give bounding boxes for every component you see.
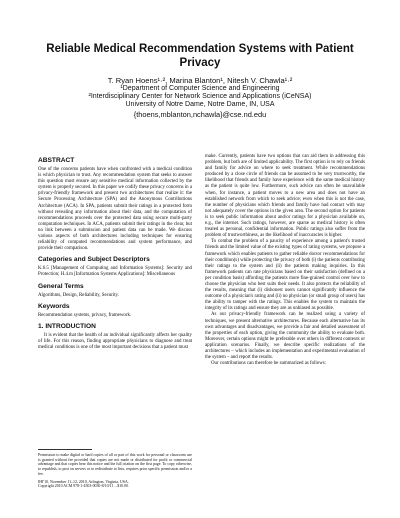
affiliation-1: ¹Department of Computer Science and Engineering [120, 85, 280, 92]
author-names: T. Ryan Hoens¹·², Marina Blanton¹, Nitesh V. Chawla¹·² [107, 76, 293, 85]
categories-text: K.6.5 [Management of Computing and Information Systems]: Security and Protection; H.4.m [Information Systems Applications]: Miscellaneous [38, 266, 192, 278]
right-paragraph-3: As our privacy-friendly framework can be realized using a variety of techniques, we present alternative architectures. Because each alternative has its own advantages and disadvantages, we provide a fair and detailed assessment of the properties of each option, giving the community the ability to evaluate both. Moreover, certain options might be preferable over others in different contexts or application scenarios. Finally, we describe specific realizations of the architectures – which includes an implementation and experimental evaluation of the system – and report the results. [205, 312, 365, 361]
keywords-text: Recommendation systems, privacy, framework. [38, 312, 132, 318]
affiliation-2: ²Interdisciplinary Center for Network Science and Applications (iCeNSA) [88, 93, 312, 101]
paper-title [40, 42, 360, 70]
permission-footnote [38, 449, 192, 489]
abstract-heading: ABSTRACT [38, 157, 75, 164]
right-paragraph-2: To combat the problem of a paucity of experience among a patient's trusted friends and the limited value of the existing types of rating systems, we propose a framework which enables patients to gather reliable doctor recommendations for their condition(s) while protecting the privacy of both (i) the patients contributing their ratings to the system and (ii) the patients making inquiries. In this framework patients can rate physicians based on their satisfaction (defined on a per condition basis) affording the patients more fine-grained control over how to choose the physician who best suits their needs. It also protects the reliability of the results, meaning that (i) dishonest users cannot significantly influence the outcome of a physician's rating and (ii) no physician (or small group of users) has the ability to tamper with the ratings. This enables the system to maintain the integrity of its ratings and ensure they are as unbiased as possible. [205, 239, 365, 312]
venue-text: IHI'10, November 11–12, 2010, Arlington, Virginia, USA. [38, 479, 129, 484]
author-block [40, 76, 360, 119]
abstract-text: One of the concerns patients have when confronted with a medical condition is which physician to trust. Any recommendation system that seeks to answer this question must ensure any sensitive medical information collected by the system is properly secured. In this paper we codify these privacy concerns in a privacy-friendly framework and present two architectures that realize it: the Secure Processing Architecture (SPA) and the Anonymous Contributions Architecture (ACA). In SPA, patients submit their ratings in a protected form without revealing any information about their data, and the computation of recommendations proceeds over the protected data using secure multi-party computation techniques. In ACA, patients submit their ratings in the clear, but no link between a submission and patient data can be made. We discuss various aspects of both architectures including techniques for ensuring reliability of computed recommendations and system performance, and provide their comparison. [38, 167, 192, 252]
keywords-heading: Keywords [38, 302, 70, 310]
title-line-2: Privacy [179, 57, 221, 69]
right-column [205, 154, 365, 367]
introduction-text: It is evident that the health of an individual significantly affects her quality of life. For this reason, finding appropriate physicians to diagnose and treat medical conditions is one of the most important decisions that a patient must [38, 332, 192, 350]
right-paragraph-4: Our contributions can therefore be summarized as follows: [211, 361, 327, 367]
right-paragraph-1: make. Currently, patients have two options that can aid them in addressing this problem, but both are of limited applicability. The first option is to rely on friends and family for advice on where to seek treatment. While recommendations produced by a close circle of friends can be assumed to be very trustworthy, the likelihood that friends and family have experience with the same medical history as the patient is quite low. Furthermore, such advice can often be unavailable when, for instance, a patient moves to a new area and does not have an established network from which to seek advice; even when this is not the case, the number of physicians which friends and family have had contact with may not adequately cover the options in the given area. The second option for patients is to seek public information about and/or ratings for a physician available on, e.g., the internet. Such ratings, however, are sparse as medical history is often treated as personal, confidential information. Public ratings also suffer from the problem of trustworthiness, as the likelihood of inaccuracies is higher. [205, 154, 365, 239]
terms-heading: General Terms [38, 282, 84, 290]
author-emails: {thoens,mblanton,nchawla}@cse.nd.edu [133, 109, 267, 119]
categories-heading: Categories and Subject Descriptors [38, 256, 150, 264]
terms-text: Algorithms, Design, Reliability, Security. [38, 292, 120, 298]
copyright-text: Copyright 2010 ACM 978-1-4503-0030-8/10/11 ...$10.00. [38, 484, 129, 489]
affiliation-3: University of Notre Dame, Notre Dame, IN, USA [125, 101, 275, 109]
title-line-1: Reliable Medical Recommendation Systems with Patient [46, 43, 354, 55]
left-column [38, 157, 192, 351]
permission-text: Permission to make digital or hard copies of all or part of this work for personal or classroom use is granted without fee provided that copies are not made or distributed for profit or commercial advantage and that copies bear this notice and the full citation on the first page. To copy otherwise, to republish, to post on servers or to redistribute to lists, requires prior specific permission and/or a fee. [38, 453, 192, 476]
footnote-rule [38, 449, 92, 450]
introduction-heading: 1. INTRODUCTION [38, 322, 96, 330]
